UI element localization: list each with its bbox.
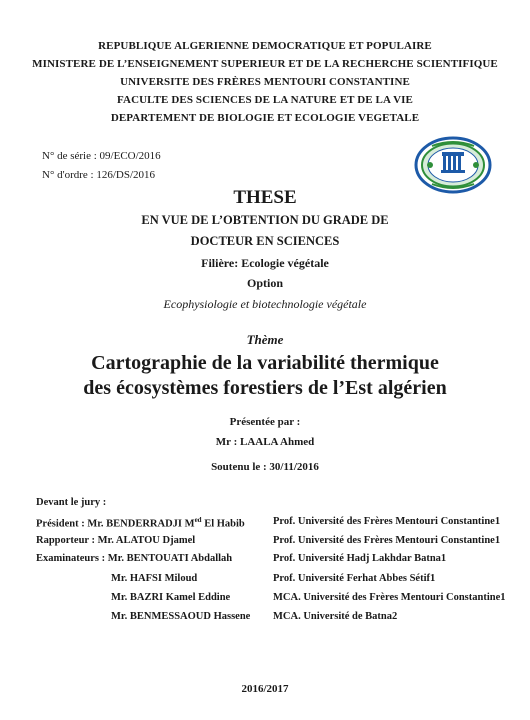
jury-member-role: Examinateurs : Mr. BENTOUATI Abdallah [36, 553, 233, 564]
jury-member-affiliation: Prof. Université des Frères Mentouri Constantine1 [273, 516, 501, 527]
theme-title-line1: Cartographie de la variabilité thermique [91, 352, 439, 374]
author-name: Mr : LAALA Ahmed [215, 436, 315, 448]
jury-member-role: Mr. BAZRI Kamel Eddine [111, 592, 231, 603]
header-republic: REPUBLIQUE ALGERIENNE DEMOCRATIQUE ET POPULAIRE [98, 40, 432, 52]
order-number: N° d'ordre : 126/DS/2016 [42, 169, 156, 181]
thesis-purpose-line2: DOCTEUR EN SCIENCES [190, 234, 340, 248]
jury-member-role [36, 516, 245, 530]
header-department: DEPARTEMENT DE BIOLOGIE ET ECOLOGIE VEGETALE [110, 112, 420, 124]
university-logo-icon [414, 136, 492, 194]
thesis-title: THESE [233, 187, 297, 208]
jury-member-affiliation: MCA. Université des Frères Mentouri Constantine1 [273, 592, 506, 603]
jury-member-name-sup: ed [194, 516, 202, 524]
header-university: UNIVERSITE DES FRÈRES MENTOURI CONSTANTINE [120, 76, 410, 88]
theme-label: Thème [246, 332, 284, 347]
jury-member-name-suffix: El Habib [201, 518, 245, 530]
university-logo [414, 136, 492, 194]
jury-member-affiliation: MCA. Université de Batna2 [273, 611, 398, 622]
jury-member-role: Mr. BENMESSAOUD Hassene [111, 611, 251, 622]
jury-member-name: Président : Mr. BENDERRADJI M [36, 518, 195, 530]
jury-member-affiliation: Prof. Université Ferhat Abbes Sétif1 [273, 573, 436, 584]
jury-member-role: Rapporteur : Mr. ALATOU Djamel [36, 535, 196, 546]
header-faculty: FACULTE DES SCIENCES DE LA NATURE ET DE LA VIE [117, 94, 413, 106]
defense-date: Soutenu le : 30/11/2016 [211, 461, 319, 473]
serial-number: N° de série : 09/ECO/2016 [42, 150, 161, 162]
jury-member-affiliation: Prof. Université des Frères Mentouri Constantine1 [273, 535, 501, 546]
academic-year: 2016/2017 [241, 683, 289, 695]
thesis-option: Ecophysiologie et biotechnologie végétale [163, 297, 367, 311]
thesis-purpose-line1: EN VUE DE L’OBTENTION DU GRADE DE [141, 213, 389, 227]
presented-by-label: Présentée par : [229, 416, 301, 428]
thesis-filiere: Filière: Ecologie végétale [201, 256, 329, 270]
header-ministry: MINISTERE DE L’ENSEIGNEMENT SUPERIEUR ET DE LA RECHERCHE SCIENTIFIQUE [32, 58, 498, 70]
jury-member-role: Mr. HAFSI Miloud [111, 573, 198, 584]
jury-title: Devant le jury : [36, 497, 107, 508]
jury-member-affiliation: Prof. Université Hadj Lakhdar Batna1 [273, 553, 447, 564]
theme-title-line2: des écosystèmes forestiers de l’Est algérien [83, 377, 447, 399]
thesis-option-label: Option [246, 276, 283, 290]
